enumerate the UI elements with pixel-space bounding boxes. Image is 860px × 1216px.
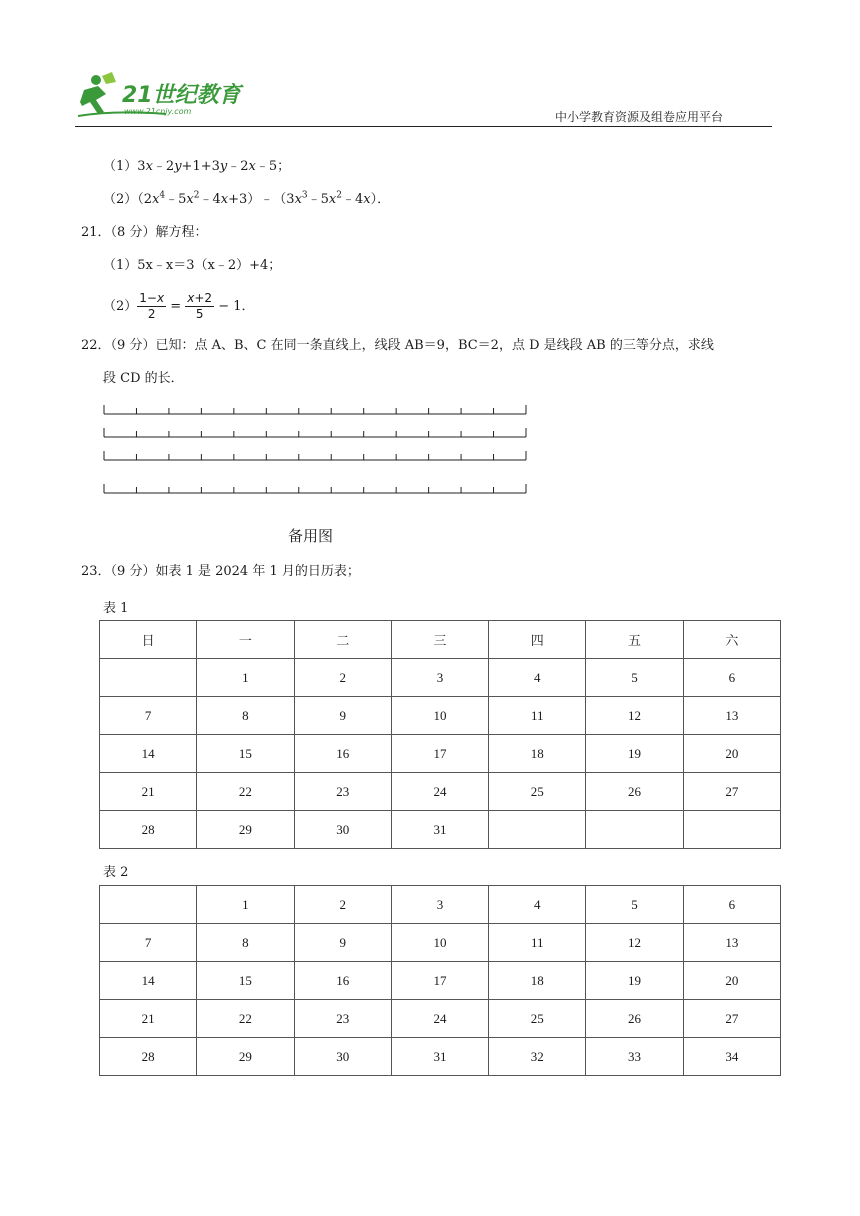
table-cell: 31 xyxy=(391,1038,488,1076)
table-cell: 21 xyxy=(100,773,197,811)
table-cell: 3 xyxy=(391,886,488,924)
table-cell: 27 xyxy=(683,773,780,811)
q21-part2-label: （2） xyxy=(103,299,138,314)
table-cell xyxy=(683,811,780,849)
table1-label: 表 1 xyxy=(103,601,129,616)
table-cell: 19 xyxy=(586,735,683,773)
table-cell: 18 xyxy=(489,962,586,1000)
platform-name: 中小学教育资源及组卷应用平台 xyxy=(555,110,724,124)
table-cell: 10 xyxy=(391,924,488,962)
site-logo xyxy=(76,70,246,120)
table-cell: 14 xyxy=(100,735,197,773)
table-cell: 2 xyxy=(294,886,391,924)
table-cell: 27 xyxy=(683,1000,780,1038)
table-cell: 30 xyxy=(294,811,391,849)
fraction-right: $\frac{x+2}{5}$ xyxy=(187,291,213,321)
table-cell: 9 xyxy=(294,697,391,735)
table-cell: 二 xyxy=(294,621,391,659)
table-row xyxy=(100,811,781,849)
table-cell: 20 xyxy=(683,962,780,1000)
table-cell: 1 xyxy=(197,886,294,924)
table-cell: 26 xyxy=(586,773,683,811)
table-cell xyxy=(100,659,197,697)
table-cell: 16 xyxy=(294,735,391,773)
table-cell: 6 xyxy=(683,886,780,924)
ruler-3 xyxy=(103,451,527,461)
table-cell: 4 xyxy=(489,886,586,924)
table-cell: 16 xyxy=(294,962,391,1000)
table-cell xyxy=(489,811,586,849)
table-cell: 28 xyxy=(100,811,197,849)
q22-line1: 22．（9 分）已知：点 A、B、C 在同一条直线上，线段 AB＝9，BC＝2，点 D 是线段 AB 的三等分点，求线 xyxy=(81,338,714,353)
table-cell: 31 xyxy=(391,811,488,849)
table-cell: 1 xyxy=(197,659,294,697)
table-row xyxy=(100,886,781,924)
header-divider xyxy=(75,126,772,127)
table-cell: 19 xyxy=(586,962,683,1000)
table-cell: 7 xyxy=(100,697,197,735)
table-cell: 2 xyxy=(294,659,391,697)
q21-part2: （2） $\frac{1-x}{2}$ = $\frac{x+2}{5}$ − 1． xyxy=(103,291,255,321)
table-cell: 五 xyxy=(586,621,683,659)
table-cell: 11 xyxy=(489,924,586,962)
q20-part1-label: （1） xyxy=(103,159,138,174)
table-cell: 24 xyxy=(391,1000,488,1038)
table-cell: 三 xyxy=(391,621,488,659)
table-cell: 13 xyxy=(683,924,780,962)
table-cell: 17 xyxy=(391,735,488,773)
table-cell: 22 xyxy=(197,773,294,811)
table-cell: 4 xyxy=(489,659,586,697)
q20-part1: （1）3x﹣2y+1+3y﹣2x﹣5； xyxy=(103,159,291,174)
table-cell: 四 xyxy=(489,621,586,659)
table-row xyxy=(100,697,781,735)
table-cell: 26 xyxy=(586,1000,683,1038)
table-cell xyxy=(586,811,683,849)
ruler-1 xyxy=(103,405,527,415)
table-cell: 3 xyxy=(391,659,488,697)
table-cell: 25 xyxy=(489,1000,586,1038)
table-cell: 14 xyxy=(100,962,197,1000)
table-row xyxy=(100,659,781,697)
table-cell: 24 xyxy=(391,773,488,811)
table-cell: 29 xyxy=(197,811,294,849)
table-row xyxy=(100,735,781,773)
table-cell: 25 xyxy=(489,773,586,811)
q22-line2: 段 CD 的长． xyxy=(103,371,184,386)
table-cell xyxy=(100,886,197,924)
table-row xyxy=(100,773,781,811)
q23-title: 23．（9 分）如表 1 是 2024 年 1 月的日历表； xyxy=(81,564,360,579)
q20-part2: $(2)(2x^4﹣5x^2﹣4x+3)﹣(3x^3﹣5x^2﹣4x)$． xyxy=(103,190,391,207)
logo-text: 21世纪教育 xyxy=(122,83,241,108)
table-cell: 28 xyxy=(100,1038,197,1076)
table-row xyxy=(100,962,781,1000)
table-cell: 22 xyxy=(197,1000,294,1038)
calendar-table-1 xyxy=(99,620,781,849)
ruler-2 xyxy=(103,428,527,438)
calendar-table-2 xyxy=(99,885,781,1076)
table-cell: 11 xyxy=(489,697,586,735)
table-row xyxy=(100,924,781,962)
table-cell: 5 xyxy=(586,659,683,697)
ruler-4 xyxy=(103,484,527,494)
table-cell: 12 xyxy=(586,697,683,735)
q21-part1-label: （1） xyxy=(103,258,138,273)
table-cell: 7 xyxy=(100,924,197,962)
table-cell: 15 xyxy=(197,962,294,1000)
table-cell: 17 xyxy=(391,962,488,1000)
q20-part2-label: （2） xyxy=(103,192,138,207)
table-cell: 8 xyxy=(197,924,294,962)
table-cell: 六 xyxy=(683,621,780,659)
table-cell: 30 xyxy=(294,1038,391,1076)
table-row xyxy=(100,1038,781,1076)
table-cell: 一 xyxy=(197,621,294,659)
table-cell: 21 xyxy=(100,1000,197,1038)
table-cell: 日 xyxy=(100,621,197,659)
table-cell: 18 xyxy=(489,735,586,773)
table-cell: 23 xyxy=(294,1000,391,1038)
q21-part1-equation: 5x﹣x＝3（x﹣2）+4； xyxy=(137,258,282,273)
table-cell: 6 xyxy=(683,659,780,697)
table-cell: 9 xyxy=(294,924,391,962)
table-cell: 33 xyxy=(586,1038,683,1076)
table-cell: 15 xyxy=(197,735,294,773)
q21-title: 21．（8 分）解方程： xyxy=(81,225,208,240)
table-row xyxy=(100,1000,781,1038)
table-cell: 10 xyxy=(391,697,488,735)
table-cell: 12 xyxy=(586,924,683,962)
figure-caption: 备用图 xyxy=(288,527,334,545)
table-header-row xyxy=(100,621,781,659)
table-cell: 5 xyxy=(586,886,683,924)
table-cell: 20 xyxy=(683,735,780,773)
table-cell: 32 xyxy=(489,1038,586,1076)
table-cell: 13 xyxy=(683,697,780,735)
fraction-left: $\frac{1-x}{2}$ xyxy=(139,291,165,321)
table-cell: 34 xyxy=(683,1038,780,1076)
q21-part1 xyxy=(103,257,281,275)
table-cell: 29 xyxy=(197,1038,294,1076)
logo-url: www.21cnjy.com xyxy=(124,107,192,116)
table2-label: 表 2 xyxy=(103,865,129,880)
table-cell: 8 xyxy=(197,697,294,735)
table-cell: 23 xyxy=(294,773,391,811)
